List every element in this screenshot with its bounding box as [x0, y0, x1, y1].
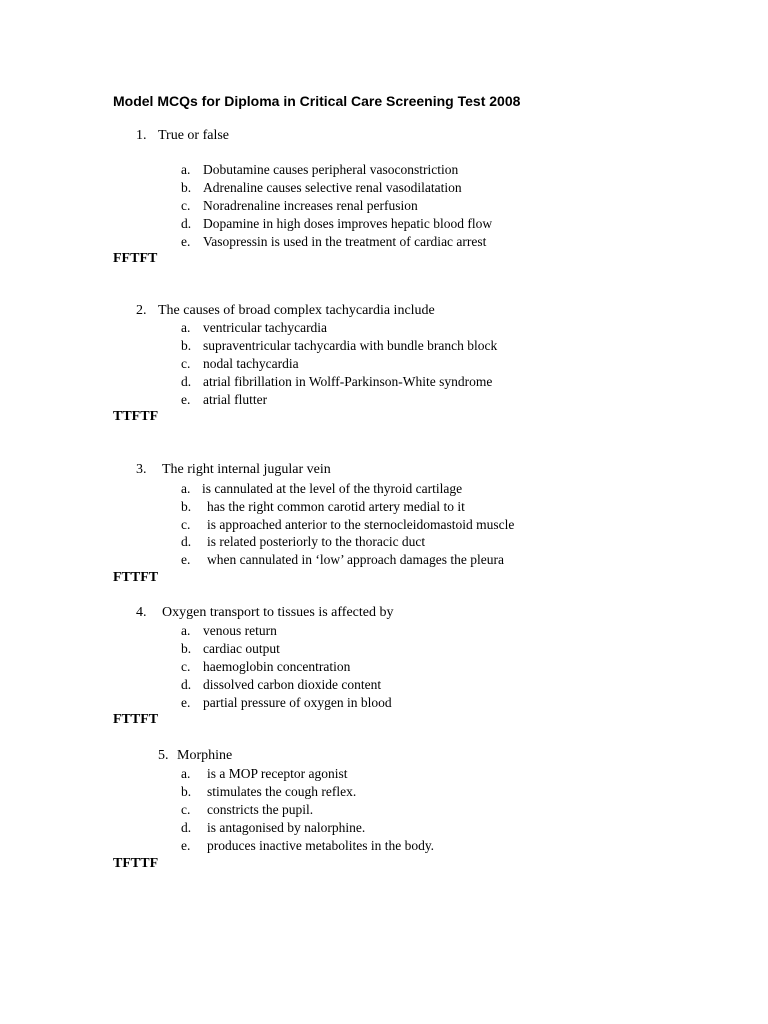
option-letter: e.	[181, 695, 191, 710]
answer-key: FFTFT	[113, 251, 158, 266]
option-text: Noradrenaline increases renal perfusion	[203, 198, 418, 213]
option-text: when cannulated in ‘low’ approach damages the pleura	[207, 552, 504, 567]
option-letter: e.	[181, 838, 191, 853]
question-text: True or false	[158, 128, 230, 143]
option-letter: b.	[181, 499, 192, 514]
option-letter: c.	[181, 802, 191, 817]
answer-key: FTTFT	[113, 570, 159, 585]
answer-key: TFTTF	[113, 856, 159, 871]
option-text: venous return	[203, 623, 277, 638]
option-text: Dopamine in high doses improves hepatic blood flow	[203, 216, 493, 231]
answer-key: TTFTF	[113, 409, 159, 424]
option-letter: b.	[181, 641, 192, 656]
question-number: 4.	[136, 605, 147, 620]
option-letter: e.	[181, 234, 191, 249]
option-letter: a.	[181, 320, 191, 335]
option-letter: e.	[181, 392, 191, 407]
answer-key: FTTFT	[113, 712, 159, 727]
option-letter: d.	[181, 216, 192, 231]
option-letter: c.	[181, 517, 191, 532]
option-letter: d.	[181, 820, 192, 835]
question-number: 5.	[158, 748, 169, 763]
option-letter: d.	[181, 677, 192, 692]
option-letter: a.	[181, 481, 191, 496]
option-letter: d.	[181, 534, 192, 549]
question-text: The right internal jugular vein	[162, 462, 331, 477]
option-text: nodal tachycardia	[203, 356, 299, 371]
option-text: constricts the pupil.	[207, 802, 314, 817]
option-text: is a MOP receptor agonist	[207, 766, 348, 781]
option-letter: c.	[181, 198, 191, 213]
page-title: Model MCQs for Diploma in Critical Care Screening Test 2008	[113, 93, 521, 109]
question-text: Oxygen transport to tissues is affected by	[162, 605, 394, 620]
option-text: haemoglobin concentration	[203, 659, 351, 674]
question-number: 2.	[136, 303, 147, 318]
option-text: dissolved carbon dioxide content	[203, 677, 382, 692]
question-text: Morphine	[177, 748, 233, 763]
option-letter: e.	[181, 552, 191, 567]
option-text: supraventricular tachycardia with bundle branch block	[203, 338, 498, 353]
question-number: 3.	[136, 462, 147, 477]
option-text: has the right common carotid artery medial to it	[207, 499, 465, 514]
option-text: is related posteriorly to the thoracic duct	[207, 534, 426, 549]
option-text: atrial flutter	[203, 392, 268, 407]
option-letter: c.	[181, 659, 191, 674]
option-text: is cannulated at the level of the thyroid cartilage	[202, 481, 463, 496]
option-letter: b.	[181, 180, 192, 195]
option-text: Dobutamine causes peripheral vasoconstriction	[203, 162, 459, 177]
option-letter: d.	[181, 374, 192, 389]
option-letter: b.	[181, 338, 192, 353]
option-text: ventricular tachycardia	[203, 320, 328, 335]
question-number: 1.	[136, 128, 147, 143]
option-letter: a.	[181, 162, 191, 177]
option-letter: a.	[181, 766, 191, 781]
option-letter: c.	[181, 356, 191, 371]
option-text: stimulates the cough reflex.	[207, 784, 357, 799]
option-text: is antagonised by nalorphine.	[207, 820, 366, 835]
option-text: atrial fibrillation in Wolff-Parkinson-White syndrome	[203, 374, 493, 389]
option-text: is approached anterior to the sternocleidomastoid muscle	[207, 517, 515, 532]
option-letter: a.	[181, 623, 191, 638]
option-text: cardiac output	[203, 641, 280, 656]
option-text: partial pressure of oxygen in blood	[203, 695, 392, 710]
option-text: Adrenaline causes selective renal vasodilatation	[203, 180, 462, 195]
question-text: The causes of broad complex tachycardia include	[158, 303, 435, 318]
option-letter: b.	[181, 784, 192, 799]
option-text: produces inactive metabolites in the body.	[207, 838, 435, 853]
option-text: Vasopressin is used in the treatment of cardiac arrest	[203, 234, 487, 249]
